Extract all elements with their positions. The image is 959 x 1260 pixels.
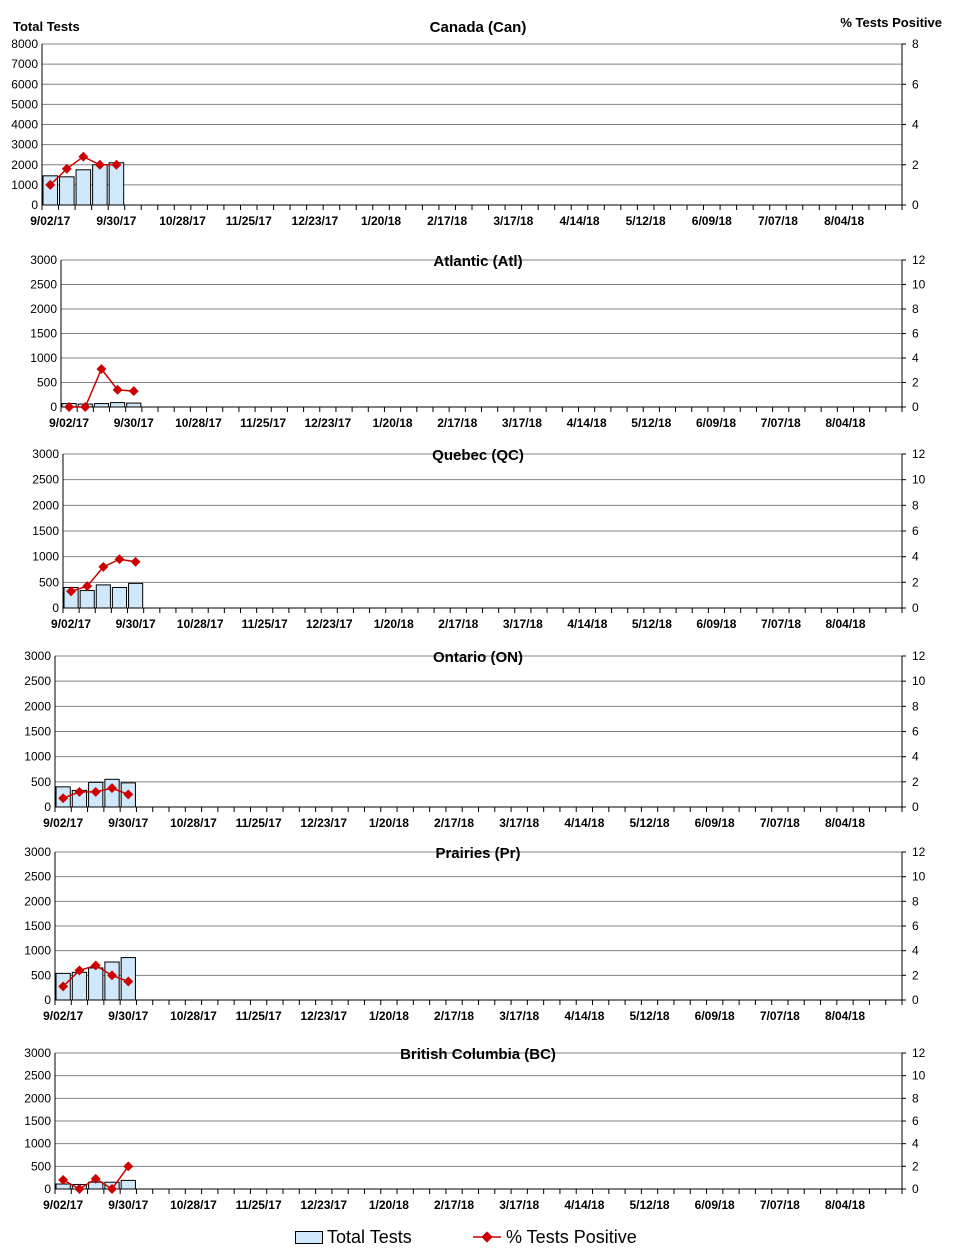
line-percent-positive (69, 369, 134, 407)
bar-total-tests (121, 1180, 135, 1189)
x-tick-label: 11/25/17 (225, 214, 272, 228)
x-tick-label: 1/20/18 (361, 214, 402, 228)
y-right-tick-label: 2 (912, 575, 919, 590)
y-left-tick-label: 2000 (11, 157, 38, 172)
point-percent-positive (123, 1161, 133, 1171)
x-tick-label: 7/07/18 (759, 1009, 800, 1023)
bar-total-tests (76, 170, 91, 205)
x-tick-label: 3/17/18 (499, 1009, 540, 1023)
y-left-tick-label: 0 (44, 800, 51, 814)
y-right-tick-label: 10 (912, 1068, 926, 1083)
x-tick-label: 2/17/18 (434, 1198, 475, 1212)
x-tick-label: 2/17/18 (438, 617, 479, 631)
x-tick-label: 10/28/17 (176, 617, 224, 631)
y-right-tick-label: 0 (912, 800, 919, 814)
legend (0, 1222, 959, 1252)
x-tick-label: 8/04/18 (825, 416, 866, 430)
y-right-tick-label: 12 (912, 1046, 926, 1060)
point-percent-positive (78, 152, 88, 162)
y-right-tick-label: 10 (912, 869, 926, 884)
x-tick-label: 7/07/18 (759, 1198, 800, 1212)
y-right-tick-label: 2 (912, 1159, 919, 1174)
y-left-tick-label: 2000 (24, 894, 51, 909)
x-tick-label: 3/17/18 (499, 1198, 540, 1212)
y-left-tick-label: 500 (38, 575, 59, 590)
x-tick-label: 5/12/18 (629, 1009, 670, 1023)
x-tick-label: 9/02/17 (43, 1198, 84, 1212)
x-tick-label: 5/12/18 (631, 617, 672, 631)
x-tick-label: 1/20/18 (373, 617, 414, 631)
x-tick-label: 4/14/18 (559, 214, 600, 228)
x-tick-label: 11/25/17 (240, 416, 287, 430)
x-tick-label: 2/17/18 (434, 1009, 475, 1023)
y-left-tick-label: 1000 (32, 549, 59, 564)
y-left-tick-label: 8000 (11, 37, 38, 51)
x-tick-label: 7/07/18 (760, 617, 802, 631)
y-right-tick-label: 8 (912, 37, 919, 51)
y-left-tick-label: 1000 (24, 1136, 51, 1151)
x-tick-label: 3/17/18 (499, 816, 540, 830)
x-tick-label: 7/07/18 (760, 416, 801, 430)
y-left-tick-label: 1500 (24, 919, 51, 933)
y-left-tick-label: 5000 (11, 97, 38, 112)
x-tick-label: 12/23/17 (300, 1009, 348, 1023)
x-tick-label: 6/09/18 (691, 214, 732, 228)
x-tick-label: 9/30/17 (108, 1009, 149, 1023)
x-tick-label: 9/02/17 (49, 416, 90, 430)
x-tick-label: 9/02/17 (51, 617, 92, 631)
x-tick-label: 6/09/18 (695, 416, 737, 430)
y-right-tick-label: 6 (912, 326, 919, 341)
legend-label-percent-positive: % Tests Positive (506, 1226, 637, 1247)
y-left-tick-label: 2000 (24, 1091, 51, 1106)
y-right-tick-label: 6 (912, 77, 919, 92)
y-right-tick-label: 2 (912, 157, 919, 172)
bar-total-tests (112, 587, 126, 608)
y-right-tick-label: 4 (912, 943, 919, 958)
bar-total-tests (94, 404, 108, 407)
y-left-tick-label: 2000 (30, 302, 57, 316)
x-tick-label: 6/09/18 (696, 617, 737, 631)
x-tick-label: 9/30/17 (108, 1198, 149, 1212)
bar-total-tests (60, 177, 75, 205)
x-tick-label: 10/28/17 (170, 1198, 217, 1212)
x-tick-label: 12/23/17 (300, 1198, 348, 1212)
y-left-tick-label: 6000 (11, 77, 38, 92)
y-left-axis-title: Total Tests (13, 19, 80, 34)
y-right-tick-label: 12 (912, 253, 926, 267)
point-percent-positive (80, 402, 90, 412)
y-right-tick-label: 8 (912, 302, 919, 316)
chart-title: Quebec (QC) (432, 447, 524, 464)
y-left-tick-label: 1500 (30, 326, 57, 341)
bar-total-tests (80, 591, 94, 608)
bar-total-tests (127, 403, 141, 407)
x-tick-label: 5/12/18 (629, 1198, 670, 1212)
x-tick-label: 11/25/17 (241, 617, 288, 631)
legend-item-percent-positive (472, 1222, 637, 1252)
bar-total-tests (96, 585, 110, 608)
chart-title: Canada (Can) (429, 19, 527, 36)
x-tick-label: 7/07/18 (757, 214, 798, 228)
x-tick-label: 4/14/18 (567, 617, 608, 631)
y-right-tick-label: 12 (912, 845, 926, 859)
y-left-tick-label: 3000 (24, 845, 51, 859)
y-left-tick-label: 2500 (32, 472, 59, 487)
y-left-tick-label: 3000 (11, 137, 38, 152)
bar-total-tests (89, 968, 103, 1000)
y-left-tick-label: 0 (44, 1182, 51, 1196)
x-tick-label: 2/17/18 (434, 816, 475, 830)
y-left-tick-label: 1000 (24, 943, 51, 958)
y-left-tick-label: 3000 (24, 1046, 51, 1060)
y-left-tick-label: 3000 (30, 253, 57, 267)
y-left-tick-label: 7000 (11, 57, 38, 72)
y-left-tick-label: 1500 (32, 524, 59, 538)
bar-total-tests (111, 403, 125, 407)
y-right-tick-label: 10 (912, 472, 926, 487)
x-tick-label: 1/20/18 (368, 1009, 409, 1023)
chart-panel-6 (24, 1046, 925, 1212)
x-tick-label: 4/14/18 (566, 416, 607, 430)
y-right-tick-label: 8 (912, 894, 919, 909)
x-tick-label: 12/23/17 (300, 816, 348, 830)
x-tick-label: 12/23/17 (291, 214, 339, 228)
y-right-tick-label: 2 (912, 375, 919, 390)
y-left-tick-label: 500 (30, 968, 51, 983)
x-tick-label: 2/17/18 (437, 416, 478, 430)
y-left-tick-label: 0 (31, 198, 38, 212)
x-tick-label: 10/28/17 (170, 816, 217, 830)
x-tick-label: 6/09/18 (694, 1198, 735, 1212)
point-percent-positive (58, 1175, 68, 1185)
point-percent-positive (129, 386, 139, 396)
y-left-tick-label: 4000 (11, 117, 38, 132)
x-tick-label: 5/12/18 (629, 816, 670, 830)
y-left-tick-label: 0 (50, 400, 57, 414)
y-left-tick-label: 500 (36, 375, 57, 390)
x-tick-label: 1/20/18 (368, 1198, 409, 1212)
chart-title: British Columbia (BC) (400, 1046, 556, 1063)
bar-total-tests (72, 972, 86, 1000)
y-right-tick-label: 4 (912, 351, 919, 365)
y-right-tick-label: 8 (912, 498, 919, 513)
x-tick-label: 9/02/17 (43, 1009, 84, 1023)
x-tick-label: 8/04/18 (825, 617, 866, 631)
y-right-tick-label: 6 (912, 724, 919, 739)
x-tick-label: 1/20/18 (368, 816, 409, 830)
y-left-tick-label: 2500 (30, 277, 57, 292)
point-percent-positive (131, 557, 141, 567)
y-left-tick-label: 1000 (30, 351, 57, 365)
y-left-tick-label: 2500 (24, 674, 51, 689)
x-tick-label: 8/04/18 (824, 1198, 866, 1212)
y-right-tick-label: 0 (912, 198, 919, 212)
x-tick-label: 9/30/17 (115, 617, 156, 631)
x-tick-label: 9/02/17 (30, 214, 71, 228)
bar-total-tests (105, 962, 119, 1000)
y-right-tick-label: 12 (912, 649, 926, 663)
y-left-tick-label: 500 (30, 1159, 51, 1174)
x-tick-label: 11/25/17 (235, 1009, 282, 1023)
legend-swatch-bar-icon (295, 1231, 323, 1244)
y-right-tick-label: 6 (912, 524, 919, 538)
y-right-tick-label: 2 (912, 968, 919, 983)
y-right-tick-label: 2 (912, 774, 919, 789)
y-left-tick-label: 3000 (32, 447, 59, 461)
y-right-tick-label: 8 (912, 699, 919, 714)
chart-panel-4 (24, 649, 925, 830)
x-tick-label: 5/12/18 (625, 214, 666, 228)
chart-panel-5 (24, 845, 925, 1023)
chart-title: Ontario (ON) (433, 649, 523, 666)
x-tick-label: 4/14/18 (564, 816, 605, 830)
x-tick-label: 9/30/17 (113, 416, 154, 430)
x-tick-label: 12/23/17 (305, 617, 353, 631)
x-tick-label: 4/14/18 (564, 1198, 605, 1212)
y-right-tick-label: 6 (912, 1114, 919, 1128)
x-tick-label: 10/28/17 (175, 416, 222, 430)
y-right-tick-label: 12 (912, 447, 926, 461)
y-left-tick-label: 2000 (24, 699, 51, 714)
x-tick-label: 3/17/18 (501, 416, 542, 430)
y-right-tick-label: 6 (912, 919, 919, 933)
legend-swatch-line-icon (472, 1230, 502, 1244)
y-right-tick-label: 4 (912, 749, 919, 764)
y-left-tick-label: 2500 (24, 1068, 51, 1083)
y-right-axis-title: % Tests Positive (840, 15, 942, 30)
chart-title: Prairies (Pr) (435, 845, 521, 862)
y-right-tick-label: 4 (912, 549, 919, 564)
x-tick-label: 8/04/18 (824, 214, 865, 228)
x-tick-label: 9/02/17 (43, 816, 84, 830)
y-right-tick-label: 4 (912, 117, 919, 132)
x-tick-label: 8/04/18 (824, 1009, 866, 1023)
y-right-tick-label: 10 (912, 277, 926, 292)
bar-total-tests (93, 165, 108, 205)
y-left-tick-label: 2000 (32, 498, 59, 513)
y-left-tick-label: 0 (52, 601, 59, 615)
y-left-tick-label: 2500 (24, 869, 51, 884)
x-tick-label: 5/12/18 (631, 416, 672, 430)
x-tick-label: 2/17/18 (427, 214, 468, 228)
y-left-tick-label: 1500 (24, 1114, 51, 1128)
y-right-tick-label: 0 (912, 601, 919, 615)
x-tick-label: 11/25/17 (235, 816, 282, 830)
y-right-tick-label: 10 (912, 674, 926, 689)
chart-title: Atlantic (Atl) (433, 253, 523, 270)
y-right-tick-label: 4 (912, 1136, 919, 1151)
y-right-tick-label: 0 (912, 1182, 919, 1196)
point-percent-positive (115, 554, 125, 564)
x-tick-label: 3/17/18 (493, 214, 534, 228)
x-tick-label: 8/04/18 (824, 816, 866, 830)
x-tick-label: 12/23/17 (304, 416, 352, 430)
y-left-tick-label: 1500 (24, 724, 51, 739)
chart-panel-2 (30, 253, 925, 430)
x-tick-label: 9/30/17 (96, 214, 137, 228)
chart-panel-3 (32, 447, 925, 631)
y-right-tick-label: 0 (912, 993, 919, 1007)
x-tick-label: 7/07/18 (759, 816, 800, 830)
y-left-tick-label: 500 (30, 774, 51, 789)
x-tick-label: 1/20/18 (372, 416, 413, 430)
x-tick-label: 9/30/17 (108, 816, 149, 830)
chart-panel-1 (11, 19, 919, 228)
x-tick-label: 4/14/18 (564, 1009, 605, 1023)
y-left-tick-label: 3000 (24, 649, 51, 663)
legend-label-total-tests: Total Tests (327, 1226, 412, 1247)
y-right-tick-label: 0 (912, 400, 919, 414)
bar-total-tests (129, 583, 143, 608)
y-left-tick-label: 0 (44, 993, 51, 1007)
x-tick-label: 6/09/18 (694, 1009, 735, 1023)
x-tick-label: 3/17/18 (502, 617, 543, 631)
y-left-tick-label: 1000 (24, 749, 51, 764)
x-tick-label: 10/28/17 (170, 1009, 217, 1023)
y-right-tick-label: 8 (912, 1091, 919, 1106)
x-tick-label: 10/28/17 (159, 214, 206, 228)
x-tick-label: 11/25/17 (235, 1198, 282, 1212)
y-left-tick-label: 1000 (11, 177, 38, 192)
legend-item-total-tests (295, 1222, 412, 1252)
x-tick-label: 6/09/18 (694, 816, 735, 830)
